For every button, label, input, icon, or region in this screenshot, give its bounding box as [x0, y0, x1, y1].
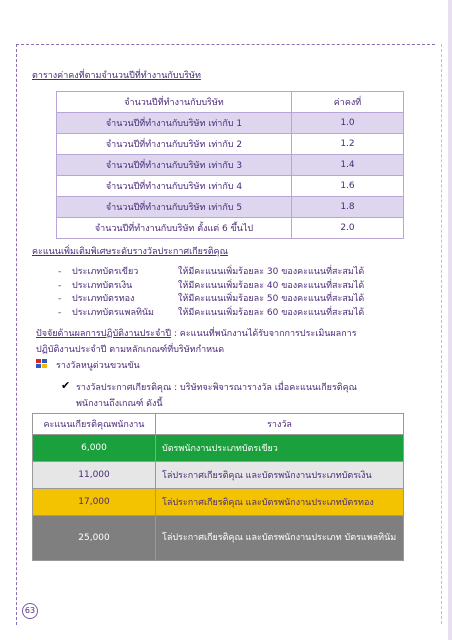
table-cell: จำนวนปีที่ทำงานกับบริษัท เท่ากับ 1	[57, 113, 292, 134]
list-item-desc: ให้มีคะแนนเพิ่มร้อยละ 30 ของคะแนนที่สะสมได้	[178, 267, 365, 277]
section3-title: ปัจจัยด้านผลการปฏิบัติงานประจำปี	[36, 329, 172, 339]
table-cell: 1.8	[292, 197, 404, 218]
list-item-label: ประเภทบัตรเขียว	[72, 267, 139, 277]
dash-marker: -	[58, 294, 62, 304]
table-cell: 1.2	[292, 134, 404, 155]
table-row	[57, 176, 404, 197]
section2-title: คะแนนเพิ่มเติมพิเศษระดับรางวัลประกาศเกียรติคุณ	[32, 247, 228, 257]
subheading: รางวัลหนูด่วนขวนขัน	[56, 361, 140, 371]
list-item	[58, 307, 364, 321]
table-cell: จำนวนปีที่ทำงานกับบริษัท เท่ากับ 3	[57, 155, 292, 176]
table-cell: โล่ประกาศเกียรติคุณ และบัตรพนักงานประเภทบัตรเงิน	[156, 462, 404, 489]
table-cell: จำนวนปีที่ทำงานกับบริษัท ตั้งแต่ 6 ขึ้นไป	[57, 218, 292, 239]
table-header-row	[33, 414, 404, 435]
dash-marker: -	[58, 307, 62, 318]
right-edge-bar	[448, 0, 452, 640]
table-row	[57, 218, 404, 239]
list-item-desc: ให้มีคะแนนเพิ่มร้อยละ 40 ของคะแนนที่สะสมได้	[178, 280, 365, 291]
constants-table	[56, 91, 404, 239]
award-table	[32, 413, 404, 561]
list-item	[58, 266, 364, 280]
table-row	[57, 197, 404, 218]
header-award: รางวัล	[156, 414, 404, 435]
check-line-1: รางวัลประกาศเกียรติคุณ : บริษัทจะพิจารณารางวัล เมื่อคะแนนเกียรติคุณ	[76, 383, 357, 393]
award-flag-icon	[35, 358, 49, 370]
table-row	[33, 435, 404, 462]
dash-marker: -	[58, 267, 62, 277]
section3-intro	[36, 326, 357, 340]
bonus-list	[58, 266, 364, 320]
table-row	[33, 489, 404, 516]
section3-intro-line2: ปฏิบัติงานประจำปี ตามหลักเกณฑ์ที่บริษัทกำหนด	[36, 345, 225, 355]
table-cell: 17,000	[33, 489, 156, 516]
list-item-label: ประเภทบัตรทอง	[72, 294, 135, 304]
header-score: คะแนนเกียรติคุณพนักงาน	[33, 414, 156, 435]
header-years: จำนวนปีที่ทำงานกับบริษัท	[57, 92, 292, 113]
table-cell: บัตรพนักงานประเภทบัตรเขียว	[156, 435, 404, 462]
table-row	[33, 462, 404, 489]
list-item-desc: ให้มีคะแนนเพิ่มร้อยละ 50 ของคะแนนที่สะสมได้	[178, 294, 365, 304]
table-cell: จำนวนปีที่ทำงานกับบริษัท เท่ากับ 2	[57, 134, 292, 155]
list-item-label: ประเภทบัตรเงิน	[72, 280, 133, 291]
table-row	[33, 516, 404, 561]
table-cell: 25,000	[33, 516, 156, 561]
check-line-2: พนักงานถึงเกณฑ์ ดังนี้	[76, 399, 163, 409]
table-cell: โล่ประกาศเกียรติคุณ และบัตรพนักงานประเภท บัตรแพลทินัม	[156, 516, 404, 561]
right-dashed-border	[441, 44, 442, 624]
list-item	[58, 280, 364, 294]
table-cell: 1.0	[292, 113, 404, 134]
list-item-label: ประเภทบัตรแพลทินัม	[72, 307, 154, 318]
list-item	[58, 293, 364, 307]
section3-intro-text: : คะแนนที่พนักงานได้รับจากการประเมินผลการ	[171, 329, 357, 339]
dash-marker: -	[58, 280, 62, 291]
table-cell: 2.0	[292, 218, 404, 239]
table-cell: 6,000	[33, 435, 156, 462]
table-row	[57, 134, 404, 155]
table-cell: โล่ประกาศเกียรติคุณ และบัตรพนักงานประเภทบัตรทอง	[156, 489, 404, 516]
table-row	[57, 113, 404, 134]
checkmark-icon: ✔	[61, 379, 71, 392]
table-cell: 1.6	[292, 176, 404, 197]
header-constant: ค่าคงที่	[292, 92, 404, 113]
table-header-row	[57, 92, 404, 113]
page-number: 63	[22, 603, 38, 619]
table-cell: 11,000	[33, 462, 156, 489]
table-cell: 1.4	[292, 155, 404, 176]
section1-title: ตารางค่าคงที่ตามจำนวนปีที่ทำงานกับบริษัท	[32, 71, 201, 81]
table-row	[57, 155, 404, 176]
table-cell: จำนวนปีที่ทำงานกับบริษัท เท่ากับ 4	[57, 176, 292, 197]
list-item-desc: ให้มีคะแนนเพิ่มร้อยละ 60 ของคะแนนที่สะสมได้	[178, 307, 365, 318]
table-cell: จำนวนปีที่ทำงานกับบริษัท เท่ากับ 5	[57, 197, 292, 218]
